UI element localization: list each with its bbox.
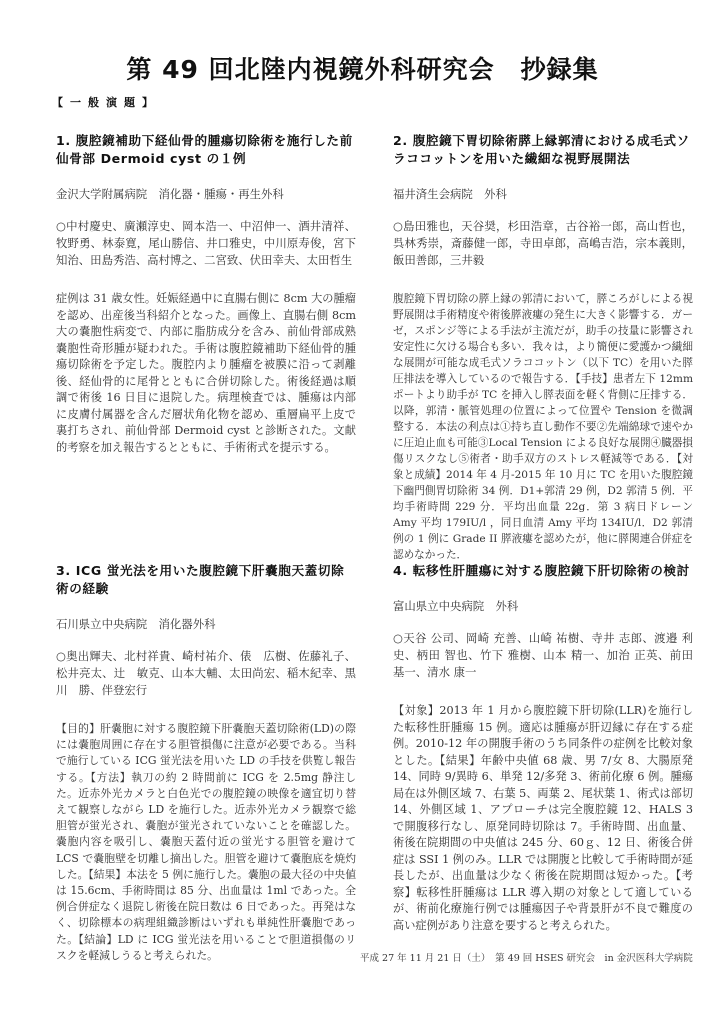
- abstract-body: 症例は 31 歳女性。妊娠経過中に直腸右側に 8cm 大の腫瘤を認め、出産後当科紹介となった。画像上、直腸右側 8cm 大の嚢胞性病変で、内部に脂肪成分を含み、前仙骨部成熟嚢胞性奇形腫が疑われた。手術は腹腔鏡補助下経仙骨的腫瘍切除術を予定した。腹腔内より腫瘤を被膜に沿って剥離後、経仙骨的に尾骨とともに合併切除した。術後経過は順調で術後 16 日目に退院した。病理検査では、腫瘍は内部に皮膚付属器を含んだ層状角化物を認め、重層扁平上皮で裏打ちされ、前仙骨部 Dermoid cyst と診断された。文献的考察を加え報告するとともに、手術術式を提示する。: [56, 292, 356, 454]
- abstract-3: [56, 562, 356, 964]
- abstract-title: 1. 腹腔鏡補助下経仙骨的腫瘍切除術を施行した前仙骨部 Dermoid cyst の１例: [56, 133, 353, 166]
- abstract-affiliation: 石川県立中央病院 消化器外科: [56, 617, 216, 631]
- abstract-authors: ○中村慶史、廣瀬淳史、岡本浩一、中沼伸一、酒井清祥、牧野勇、林泰寛，尾山勝信、井口雅史，中川原寿俊，宮下知治、田島秀浩、高村博之、二宮致、伏田幸夫、太田哲生: [56, 219, 356, 267]
- abstract-4: [393, 562, 693, 934]
- abstract-authors: ○島田雅也，天谷奨，杉田浩章，古谷裕一郎，高山哲也，呉林秀崇，斎藤健一郎，寺田卓郎，高嶋吉浩，宗本義則，飯田善郎，三井毅: [393, 219, 693, 267]
- abstract-body: 【対象】2013 年 1 月から腹腔鏡下肝切除(LLR)を施行した転移性肝腫瘍 15 例。適応は腫瘍が肝辺縁に存在する症例。2010-12 年の開腹手術のうち同条件の症例を比較対象とした。【結果】年齢中央値 68 歳、男 7/女 8、大腸原発 14、同時 9/異時 6、単発 12/多発 3、術前化療 6 例。腫瘍局在は外側区域 7、右葉 5、両葉 2、尾状葉 1、術式は部切 14、外側区域 1、アプローチは完全腹腔鏡 12、HALS 3 で開腹移行なし、原発同時切除は 7。手術時間、出血量、術後在院期間の中央値は 245 分、60ｇ、12 日、術後合併症は SSI 1 例のみ。LLR では開腹と比較して手術時間が延長したが、出血量は少なく術後在院期間は短かった。【考察】転移性肝腫瘍は LLR 導入期の対象として適しているが、術前化療施行例では腫瘍因子や背景肝が不良で難度の高い症例があり注意を要すると考えられた。: [393, 704, 694, 932]
- page-footer: 平成 27 年 11 月 21 日（土） 第 49 回 HSES 研究会 in 金沢医科大学病院: [360, 953, 693, 964]
- abstract-affiliation: 富山県立中央病院 外科: [393, 599, 519, 613]
- abstract-title: 4. 転移性肝腫瘍に対する腹腔鏡下肝切除術の検討: [393, 563, 690, 578]
- page-title: 第 49 回北陸内視鏡外科研究会 抄録集: [126, 55, 599, 84]
- section-label: 【一般演題】: [52, 96, 160, 109]
- abstract-1: [56, 132, 356, 456]
- abstract-affiliation: 金沢大学附属病院 消化器・腫瘍・再生外科: [56, 187, 284, 201]
- abstract-title: 2. 腹腔鏡下胃切除術膵上縁郭清における成毛式ソラココットンを用いた繊細な視野展開法: [393, 133, 690, 166]
- abstract-authors: ○天谷 公司、岡崎 充善、山崎 祐樹、寺井 志郎、渡邉 利史、柄田 智也、竹下 雅樹、山本 精一、加治 正英、前田 基一、清水 康一: [393, 631, 693, 679]
- abstract-title: 3. ICG 蛍光法を用いた腹腔鏡下肝嚢胞天蓋切除術の経験: [56, 563, 345, 596]
- abstract-authors: ○奥出輝夫、北村祥貴、崎村祐介、俵 広樹、佐藤礼子、松井亮太、辻 敏克、山本大輔、太田尚宏、稲木紀幸、黒川 勝、伴登宏行: [56, 649, 356, 697]
- abstract-affiliation: 福井済生会病院 外科: [393, 187, 507, 201]
- abstract-2: [393, 132, 693, 563]
- abstract-body: 腹腔鏡下胃切除の膵上縁の郭清において，膵ころがしによる視野展開は手術精度や術後膵液瘻の発生に大きく影響する．ガーゼ，スポンジ等による手法が主流だが，助手の技量に影響され安定性に欠ける場合も多い．我々は，より簡便に愛護かつ繊細な展開が可能な成毛式ソラココットン（以下 TC）を用いた膵圧排法を導入しているので報告する．【手技】患者左下 12mm ポートより助手が TC を挿入し膵表面を軽く背側に圧排する．以降，郭清・脈管処理の位置によって位置や Tension を微調整する．本法の利点は①持ち直し動作不要②先端綿球で速やかに圧迫止血も可能③Local Tension による良好な展開④臓器損傷リスクなし⑤術者・助手双方のストレス軽減等である．【対象と成績】2014 年 4 月-2015 年 10 月に TC を用いた腹腔鏡下幽門側胃切除術 34 例．D1+郭清 29 例，D2 郭清 5 例．平均手術時間 229 分．平均出血量 22g．第 3 病日ドレーン Amy 平均 179IU/l ，同日血清 Amy 平均 134IU/l．D2 郭清例の 1 例に Grade II 膵液瘻を認めたが，他に膵関連合併症を認めなかった．: [393, 293, 693, 561]
- abstract-body: 【目的】肝嚢胞に対する腹腔鏡下肝嚢胞天蓋切除術(LD)の際には嚢胞周囲に存在する胆管損傷に注意が必要である。当科で施行している ICG 蛍光法を用いた LD の手技を供覧し報告する。【方法】執刀の約 2 時間前に ICG を 2.5mg 静注した。近赤外光カメラと白色光での腹腔鏡の映像を適宜切り替えて観察しながら LD を施行した。近赤外光カメラ観察で総胆管が蛍光され、嚢胞が蛍光されていないことを確認した。嚢胞内容を吸引し、嚢胞天蓋付近の蛍光する胆管を避けて LCS で嚢胞壁を切離し摘出した。胆管を避けて嚢胞底を焼灼した。【結果】本法を 5 例に施行した。嚢胞の最大径の中央値は 15.6cm、手術時間は 85 分、出血量は 1ml であった。全例合併症なく退院し術後在院日数は 6 日であった。再発はなく、切除標本の病理組織診断はいずれも単純性肝嚢胞であった。【結論】LD に ICG 蛍光法を用いることで胆道損傷のリスクを軽減しうると考えられた。: [56, 722, 356, 962]
